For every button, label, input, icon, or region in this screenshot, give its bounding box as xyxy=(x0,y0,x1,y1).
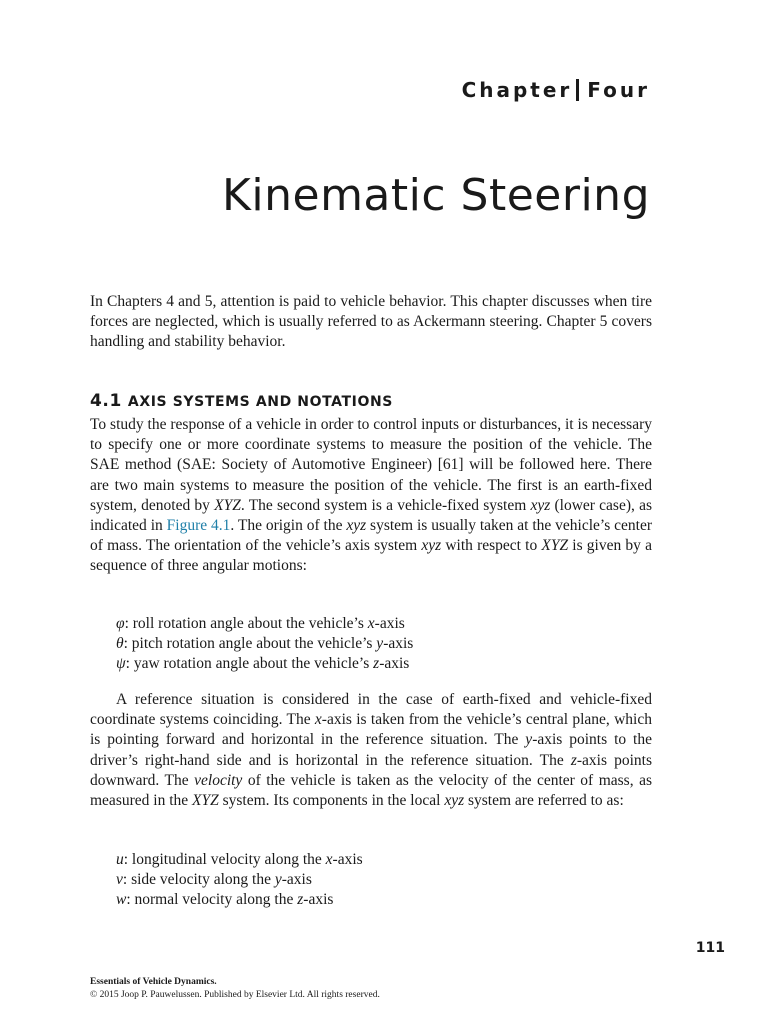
symbol-v: v xyxy=(116,871,123,889)
math-xyz-lower: xyz xyxy=(421,537,442,555)
text-run: : roll rotation angle about the vehicle’s xyxy=(124,615,368,632)
list-item xyxy=(116,850,363,870)
symbol-psi: ψ xyxy=(116,655,126,673)
text-run: To study the response of a vehicle in order to control inputs or disturbances, it is necessary to specify one or more coordinate systems to measure the position of the vehicle. The SAE method (SAE: Society of Automotive Engineer) [61] will be followed here. There are two main systems to measure the position of the vehicle. The first is an earth-fixed system, denoted by xyxy=(90,416,652,514)
book-title: Essentials of Vehicle Dynamics. xyxy=(90,977,217,987)
text-run: -axis xyxy=(303,891,334,909)
symbol-u: u xyxy=(116,851,124,868)
symbol-phi: φ xyxy=(116,615,125,632)
text-run: (lower case), as indicated in xyxy=(90,496,653,535)
chapter-word: Chapter xyxy=(461,78,573,102)
symbol-w: w xyxy=(116,891,127,909)
list-item xyxy=(116,654,413,674)
text-run: -axis is taken from the vehicle’s central plane, which is pointing forward and horizontal in the reference situation. The xyxy=(90,711,652,749)
chapter-number: Four xyxy=(587,78,650,102)
section-title: AXIS SYSTEMS AND NOTATIONS xyxy=(127,394,393,410)
text-run: : pitch rotation angle about the vehicle’s xyxy=(123,635,377,653)
math-xyz-lower: xyz xyxy=(530,496,551,514)
text-run: -axis points to the driver’s right-hand side and is horizontal in the reference situation. The xyxy=(90,731,652,769)
axis-symbol: x xyxy=(325,851,333,868)
text-run: of the vehicle is taken as the velocity of the center of mass, as measured in the xyxy=(90,771,652,810)
figure-4-1-link[interactable]: Figure 4.1 xyxy=(166,517,231,535)
chapter-label xyxy=(462,78,650,102)
text-run: is given by a sequence of three angular motions: xyxy=(90,537,652,575)
velocity-component-list xyxy=(116,850,363,911)
list-item xyxy=(116,870,363,890)
chapter-separator xyxy=(576,79,579,101)
text-run: : longitudinal velocity along the xyxy=(123,851,326,868)
text-run: -axis xyxy=(332,851,363,868)
axis-symbol: z xyxy=(297,891,304,909)
math-x: x xyxy=(314,711,322,729)
page-footer xyxy=(90,976,380,1002)
emphasis-velocity: velocity xyxy=(194,771,243,789)
page-number: 111 xyxy=(695,940,725,956)
axis-symbol: y xyxy=(376,635,384,653)
math-xyz-lower: xyz xyxy=(444,792,465,810)
math-xyz-lower: xyz xyxy=(346,517,367,535)
text-run: A reference situation is considered in the case of earth-fixed and vehicle-fixed coordinate systems coinciding. The xyxy=(90,691,652,729)
chapter-title: Kinematic Steering xyxy=(222,170,650,221)
list-item xyxy=(116,614,413,634)
math-xyz-upper: XYZ xyxy=(541,537,569,555)
text-run: system is usually taken at the vehicle’s center of mass. The orientation of the vehicle’s axis system xyxy=(90,517,653,555)
text-run: system. Its components in the local xyxy=(218,792,445,810)
text-run: -axis xyxy=(281,871,312,889)
axis-symbol: z xyxy=(373,655,380,673)
section-number: 4.1 xyxy=(90,391,122,411)
math-xyz-upper: XYZ xyxy=(214,496,241,514)
math-z: z xyxy=(570,751,577,769)
text-run: . The second system is a vehicle-fixed system xyxy=(240,496,531,514)
text-run: -axis xyxy=(383,635,414,653)
copyright-notice: © 2015 Joop P. Pauwelussen. Published by Elsevier Ltd. All rights reserved. xyxy=(90,990,380,1000)
axis-systems-paragraph xyxy=(90,415,652,577)
axis-symbol: y xyxy=(274,871,282,889)
reference-situation-paragraph xyxy=(90,690,652,811)
text-run: system are referred to as: xyxy=(464,792,624,810)
symbol-theta: θ xyxy=(116,635,124,653)
axis-symbol: x xyxy=(367,615,375,632)
list-item xyxy=(116,890,363,910)
text-run: with respect to xyxy=(441,537,542,555)
section-heading xyxy=(90,391,393,411)
text-run: : side velocity along the xyxy=(122,871,275,889)
text-run: -axis points downward. The xyxy=(90,751,652,789)
text-run: -axis xyxy=(379,655,410,673)
math-xyz-upper: XYZ xyxy=(192,792,219,810)
text-run: : yaw rotation angle about the vehicle’s xyxy=(125,655,374,673)
text-run: : normal velocity along the xyxy=(126,891,298,909)
text-run: -axis xyxy=(374,615,405,632)
math-y: y xyxy=(525,731,533,749)
intro-paragraph: In Chapters 4 and 5, attention is paid to vehicle behavior. This chapter discusses when tire forces are neglected, which is usually referred to as Ackermann steering. Chapter 5 covers handling and stability behavior. xyxy=(90,293,652,351)
list-item xyxy=(116,634,413,654)
text-run: . The origin of the xyxy=(230,517,347,535)
rotation-angle-list xyxy=(116,614,413,675)
